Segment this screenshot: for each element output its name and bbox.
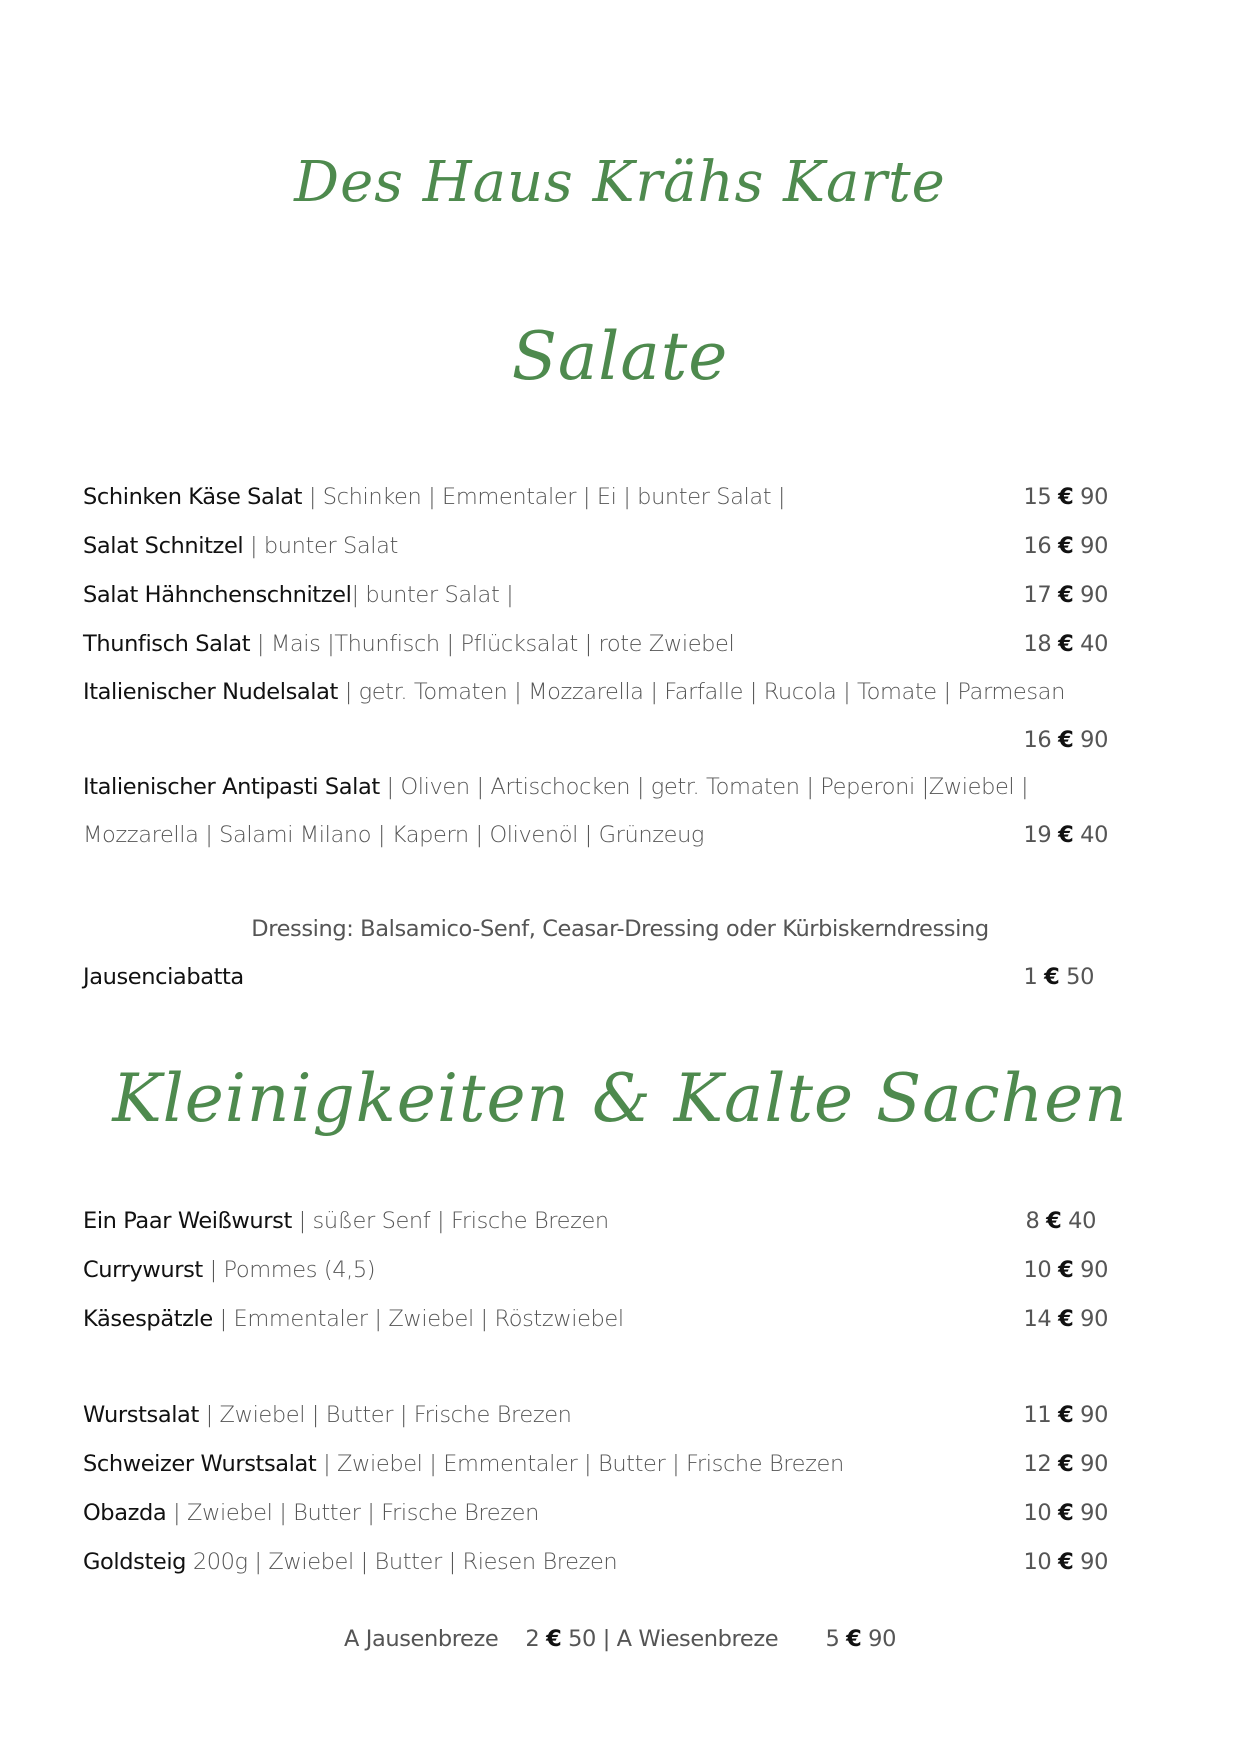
item-price: 10 € 90: [1023, 1500, 1108, 1526]
menu-item: [83, 772, 1028, 802]
menu-title: Des Haus Krähs Karte: [294, 150, 946, 215]
menu-item-continued: [83, 820, 704, 850]
item-name: Salat Schnitzel: [83, 533, 244, 559]
item-description: | Zwiebel | Butter | Frische Brezen: [198, 1402, 572, 1428]
menu-item: [83, 1449, 844, 1479]
footer-item-name: A Wiesenbreze: [616, 1626, 779, 1652]
section-heading-salate: Salate: [511, 318, 729, 395]
item-description: | Pommes (4,5): [202, 1257, 376, 1283]
item-name: Käsespätzle: [83, 1306, 213, 1332]
item-price: 16 € 90: [1023, 533, 1108, 559]
item-name: Goldsteig: [83, 1549, 187, 1575]
menu-item: [83, 1304, 624, 1334]
item-description: | süßer Senf | Frische Brezen: [291, 1208, 609, 1234]
item-name: Schweizer Wurstsalat: [83, 1451, 317, 1477]
item-name: Ein Paar Weißwurst: [83, 1208, 292, 1234]
item-name: Italienischer Antipasti Salat: [83, 774, 380, 800]
item-description: | getr. Tomaten | Mozzarella | Farfalle | Rucola | Tomate | Parmesan: [337, 679, 1065, 705]
item-name: Salat Hähnchenschnitzel: [83, 582, 352, 608]
item-description: | Schinken | Emmentaler | Ei | bunter Salat |: [302, 484, 786, 510]
menu-item: [83, 629, 734, 659]
item-price: 8 € 40: [1025, 1208, 1096, 1234]
item-price: 18 € 40: [1023, 631, 1108, 657]
menu-item: [83, 580, 513, 610]
item-price: 10 € 90: [1023, 1257, 1108, 1283]
item-name: Currywurst: [83, 1257, 203, 1283]
item-name: Wurstsalat: [83, 1402, 199, 1428]
menu-item: [83, 677, 1065, 707]
menu-item: [83, 1206, 609, 1236]
item-price: 16 € 90: [1023, 727, 1108, 753]
brezen-footer: A Jausenbreze 2 € 50 | A Wiesenbreze 5 € 90: [343, 1626, 897, 1652]
item-price: 11 € 90: [1023, 1402, 1108, 1428]
item-description: | Zwiebel | Emmentaler | Butter | Frische Brezen: [316, 1451, 844, 1477]
item-price: 1 € 50: [1023, 964, 1094, 990]
item-name: Thunfisch Salat: [83, 631, 251, 657]
item-price: 12 € 90: [1023, 1451, 1108, 1477]
item-description: Mozzarella | Salami Milano | Kapern | Olivenöl | Grünzeug: [83, 822, 705, 848]
item-name: Schinken Käse Salat: [83, 484, 303, 510]
item-description: | Emmentaler | Zwiebel | Röstzwiebel: [212, 1306, 624, 1332]
dressing-note: Dressing: Balsamico-Senf, Ceasar-Dressing oder Kürbiskerndressing: [251, 916, 989, 942]
item-description: | Oliven | Artischocken | getr. Tomaten | Peperoni |Zwiebel |: [379, 774, 1029, 800]
item-description: | bunter Salat |: [351, 582, 514, 608]
footer-item-name: A Jausenbreze: [343, 1626, 499, 1652]
item-description: | Zwiebel | Butter | Frische Brezen: [166, 1500, 539, 1526]
menu-item: [83, 1498, 539, 1528]
menu-item: [83, 531, 398, 561]
item-price: 19 € 40: [1023, 822, 1108, 848]
item-price: 15 € 90: [1023, 484, 1108, 510]
item-price: 14 € 90: [1023, 1306, 1108, 1332]
item-price: 17 € 90: [1023, 582, 1108, 608]
menu-item: [83, 1255, 375, 1285]
section-heading-kalte-sachen: Kleinigkeiten & Kalte Sachen: [112, 1060, 1128, 1137]
item-name: Italienischer Nudelsalat: [83, 679, 338, 705]
item-description: 200g | Zwiebel | Butter | Riesen Brezen: [186, 1549, 618, 1575]
item-description: | bunter Salat: [243, 533, 398, 559]
item-description: | Mais |Thunfisch | Pflücksalat | rote Zwiebel: [250, 631, 735, 657]
menu-item: [83, 482, 785, 512]
item-name: Obazda: [83, 1500, 167, 1526]
menu-item: [83, 962, 244, 992]
item-price: 10 € 90: [1023, 1549, 1108, 1575]
menu-item: [83, 1400, 572, 1430]
menu-item: [83, 1547, 617, 1577]
item-name: Jausenciabatta: [83, 964, 244, 990]
